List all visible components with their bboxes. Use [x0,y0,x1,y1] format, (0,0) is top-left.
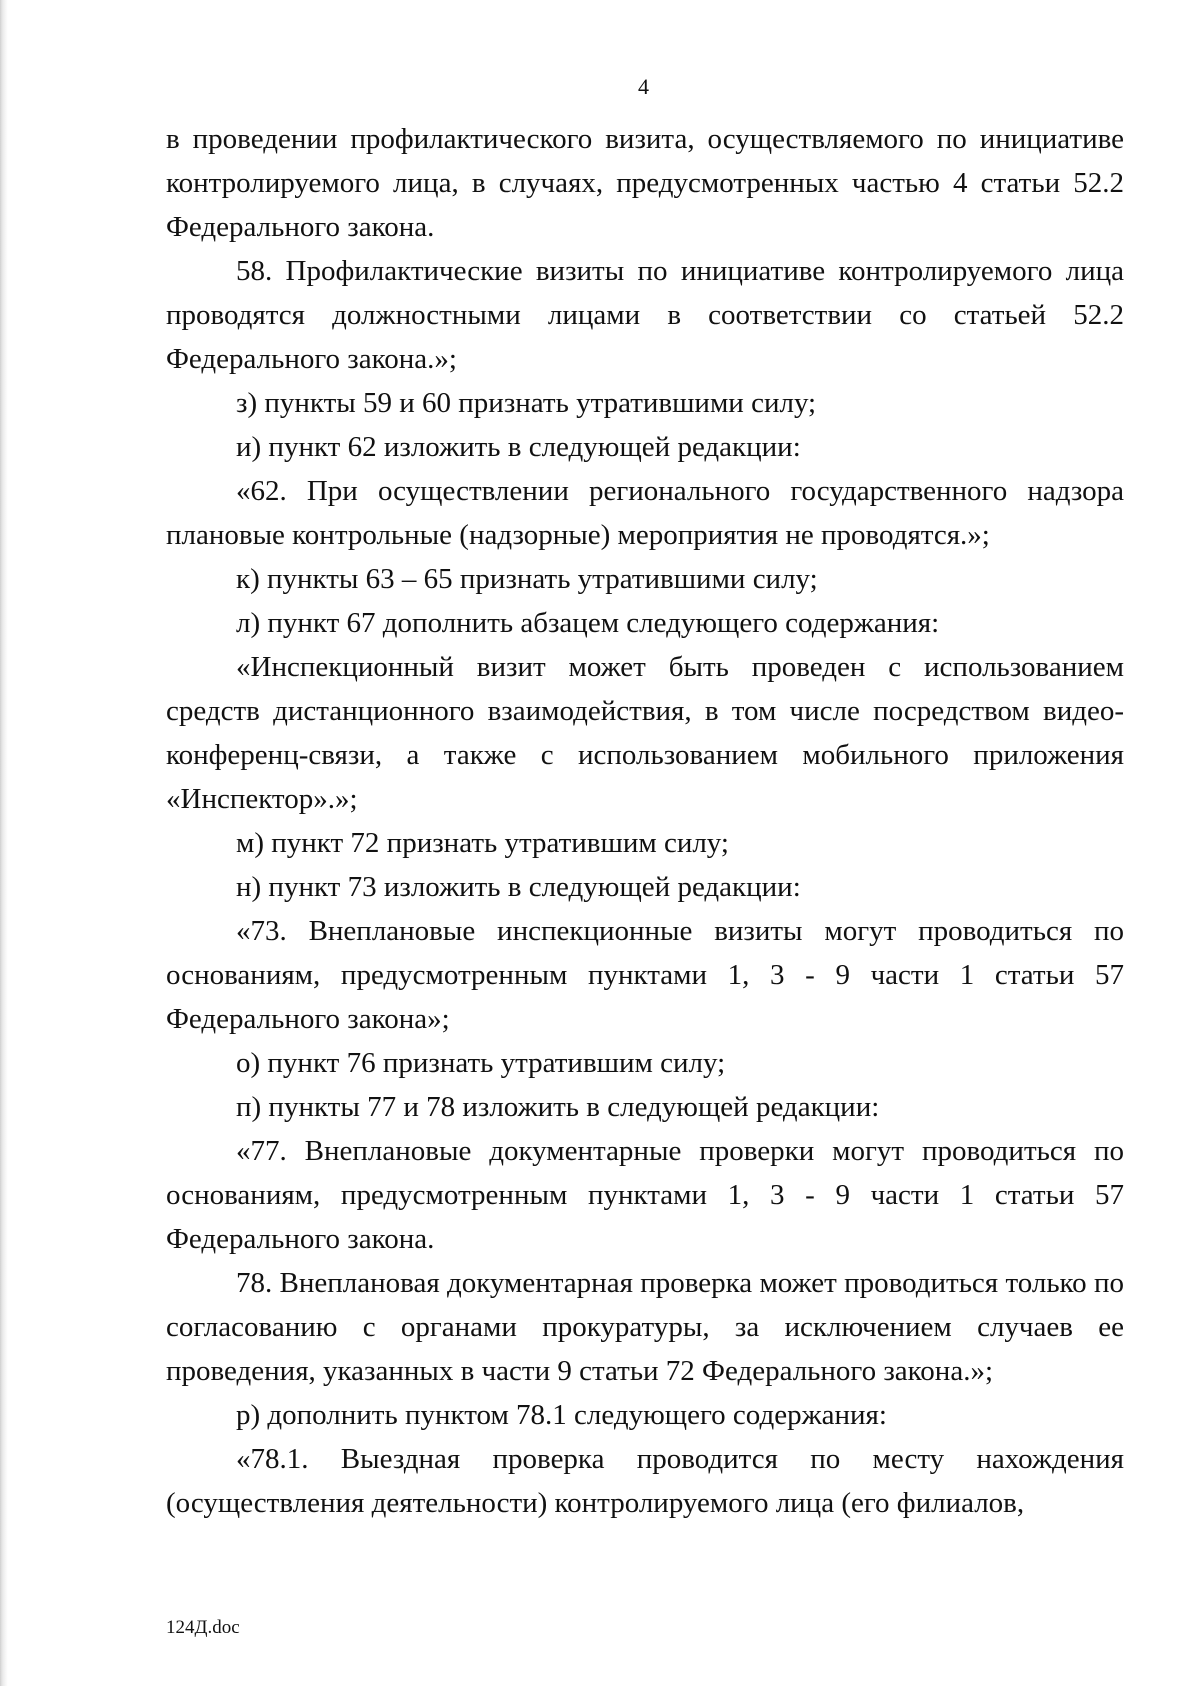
paragraph-item-73: «73. Внеплановые инспекционные визиты могут проводиться по основаниям, предусмотренным пунктами 1, 3 - 9 части 1 статьи 57 Федерального закона»; [166,915,1124,1035]
scan-edge-shadow [0,0,8,1686]
paragraph-item-78-1: «78.1. Выездная проверка проводится по месту нахождения (осуществления деятельности) контролируемого лица (его филиалов, [166,1443,1124,1519]
paragraph-i: и) пункт 62 изложить в следующей редакции: [236,431,801,463]
paragraph-item-62: «62. При осуществлении регионального государственного надзора плановые контрольные (надзорные) мероприятия не проводятся.»; [166,475,1124,551]
paragraph-o: о) пункт 76 признать утратившим силу; [236,1047,726,1079]
paragraph-item-77: «77. Внеплановые документарные проверки могут проводиться по основаниям, предусмотренным пунктами 1, 3 - 9 части 1 статьи 57 Федерального закона. [166,1135,1124,1255]
paragraph-inspection-visit: «Инспекционный визит может быть проведен с использованием средств дистанционного взаимодействия, в том числе посредством видео-конференц-связи, а также с использованием мобильного приложения «Инспектор».»; [166,651,1124,815]
paragraph-item-78: 78. Внеплановая документарная проверка может проводиться только по согласованию с органами прокуратуры, за исключением случаев ее проведения, указанных в части 9 статьи 72 Федерального закона.»; [166,1267,1124,1387]
document-body [166,117,1124,1525]
paragraph-z: з) пункты 59 и 60 признать утратившими силу; [236,387,817,419]
page-number: 4 [638,74,649,99]
paragraph-p: п) пункты 77 и 78 изложить в следующей редакции: [236,1091,880,1123]
paragraph-m: м) пункт 72 признать утратившим силу; [236,827,729,859]
paragraph-continuation: в проведении профилактического визита, осуществляемого по инициативе контролируемого лица, в случаях, предусмотренных частью 4 статьи 52.2 Федерального закона. [166,123,1124,243]
paragraph-k: к) пункты 63 – 65 признать утратившими силу; [236,563,818,595]
paragraph-n: н) пункт 73 изложить в следующей редакции: [236,871,801,903]
paragraph-item-58: 58. Профилактические визиты по инициативе контролируемого лица проводятся должностными лицами в соответствии со статьей 52.2 Федерального закона.»; [166,255,1124,375]
paragraph-l: л) пункт 67 дополнить абзацем следующего содержания: [236,607,940,639]
paragraph-r: р) дополнить пунктом 78.1 следующего содержания: [236,1399,887,1431]
footer-file-name: 124Д.doc [166,1617,240,1638]
